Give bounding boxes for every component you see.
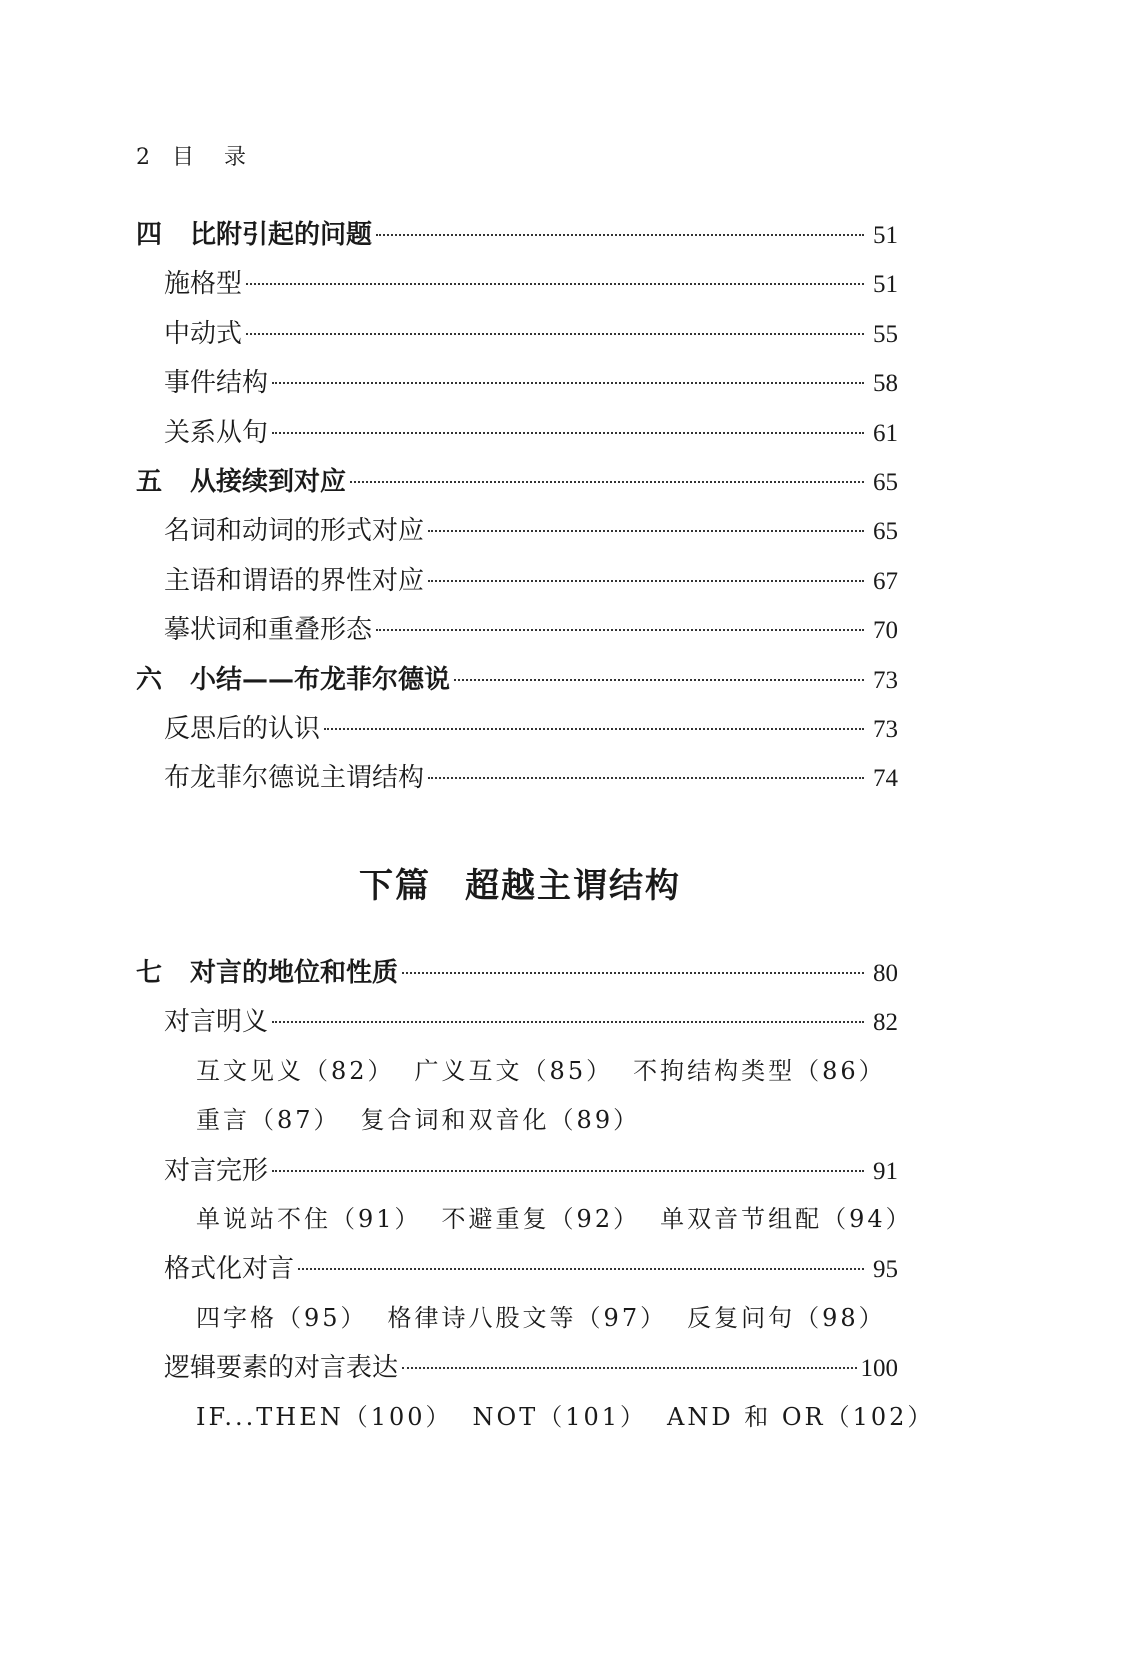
entry-title: 逻辑要素的对言表达: [164, 1353, 399, 1384]
toc-chapter-entry[interactable]: [136, 214, 898, 263]
chapter-number: 四: [136, 220, 163, 250]
toc-section-entry[interactable]: [136, 1150, 898, 1199]
chapter-number: 七: [136, 958, 163, 988]
dot-leader: [246, 283, 864, 285]
toc-subitems-line: [136, 1051, 898, 1100]
entry-page-number: 51: [873, 271, 898, 299]
toc-subitem: 不避重复（92）: [441, 1204, 641, 1233]
page-number: 2: [136, 145, 154, 170]
toc-chapter-entry[interactable]: [136, 659, 898, 708]
dot-leader: [376, 629, 864, 631]
toc-subitems-line: [136, 1100, 898, 1149]
toc-section-entry[interactable]: [136, 708, 898, 757]
entry-page-number: 95: [873, 1256, 898, 1284]
part-label: 下篇: [359, 866, 431, 906]
part-title: 超越主谓结构: [465, 866, 681, 906]
toc-section-entry[interactable]: [136, 1347, 898, 1396]
entry-page-number: 74: [873, 765, 898, 793]
toc-subitems-line: [136, 1397, 935, 1446]
toc-subitem: 单说站不住（91）: [196, 1204, 422, 1233]
toc-section-entry[interactable]: [136, 560, 898, 609]
dot-leader: [272, 432, 864, 434]
toc-subitem: NOT（101）: [472, 1402, 648, 1431]
dot-leader: [428, 777, 864, 779]
toc-block-upper: [136, 214, 898, 807]
running-head: [136, 140, 250, 171]
entry-title: 中动式: [164, 318, 243, 349]
dot-leader: [324, 728, 864, 730]
dot-leader: [454, 679, 864, 681]
entry-page-number: 61: [873, 419, 898, 447]
toc-subitem: IF...THEN（100）: [196, 1402, 453, 1431]
entry-page-number: 67: [873, 567, 898, 595]
entry-title: 反思后的认识: [164, 713, 321, 744]
entry-page-number: 65: [873, 518, 898, 546]
toc-section-entry[interactable]: [136, 1001, 898, 1050]
toc-subitems-line: [136, 1199, 913, 1248]
dot-leader: [298, 1268, 864, 1270]
toc-subitem: 广义互文（85）: [414, 1056, 614, 1085]
entry-title: 摹状词和重叠形态: [164, 615, 373, 646]
entry-page-number: 82: [873, 1009, 898, 1037]
toc-chapter-entry[interactable]: [136, 461, 898, 510]
entry-page-number: 80: [873, 960, 898, 987]
entry-title: 施格型: [164, 269, 243, 300]
toc-block-lower: [136, 952, 935, 1446]
dot-leader: [246, 333, 864, 335]
toc-section-entry[interactable]: [136, 757, 898, 806]
toc-section-entry[interactable]: [136, 1248, 898, 1297]
part-heading: [0, 858, 1040, 907]
toc-section-entry[interactable]: [136, 313, 898, 362]
toc-subitem: 格律诗八股文等（97）: [387, 1303, 668, 1332]
dot-leader: [428, 530, 864, 532]
entry-page-number: 100: [860, 1355, 898, 1383]
toc-subitem: 单双音节组配（94）: [660, 1204, 913, 1233]
entry-title: 关系从句: [164, 417, 269, 448]
entry-page-number: 58: [873, 370, 898, 398]
entry-page-number: 55: [873, 320, 898, 348]
dot-leader: [376, 234, 864, 236]
toc-section-entry[interactable]: [136, 263, 898, 312]
running-title: 目 录: [172, 145, 251, 170]
entry-title: 对言明义: [164, 1007, 269, 1038]
chapter-number: 五: [136, 466, 163, 497]
entry-title: 从接续到对应: [190, 466, 347, 497]
dot-leader: [402, 1367, 856, 1369]
entry-page-number: 91: [873, 1157, 898, 1185]
toc-section-entry[interactable]: [136, 412, 898, 461]
entry-title: 格式化对言: [164, 1254, 295, 1285]
toc-subitem: 不拘结构类型（86）: [633, 1056, 886, 1085]
entry-title: 比附引起的问题: [190, 220, 373, 250]
toc-section-entry[interactable]: [136, 510, 898, 559]
dot-leader: [428, 580, 864, 582]
dot-leader: [272, 1170, 864, 1172]
toc-section-entry[interactable]: [136, 609, 898, 658]
entry-title: 事件结构: [164, 368, 269, 399]
entry-title: 主语和谓语的界性对应: [164, 565, 425, 596]
entry-page-number: 51: [873, 222, 898, 249]
entry-page-number: 73: [873, 715, 898, 743]
chapter-number: 六: [136, 664, 163, 695]
entry-title: 小结——布龙菲尔德说: [190, 664, 451, 695]
entry-page-number: 70: [873, 617, 898, 645]
toc-subitem: 互文见义（82）: [196, 1056, 395, 1085]
entry-title: 名词和动词的形式对应: [164, 516, 425, 547]
toc-subitems-line: [136, 1298, 898, 1347]
dot-leader: [272, 1021, 864, 1023]
toc-subitem: 重言（87）: [196, 1106, 341, 1135]
dot-leader: [402, 972, 864, 974]
toc-section-entry[interactable]: [136, 362, 898, 411]
toc-chapter-entry[interactable]: [136, 952, 898, 1001]
entry-page-number: 73: [873, 666, 898, 694]
entry-title: 布龙菲尔德说主谓结构: [164, 763, 425, 794]
toc-subitem: AND 和 OR（102）: [667, 1402, 935, 1431]
entry-title: 对言完形: [164, 1155, 269, 1186]
entry-title: 对言的地位和性质: [190, 958, 399, 988]
toc-subitem: 复合词和双音化（89）: [360, 1106, 641, 1135]
toc-subitem: 反复问句（98）: [687, 1303, 886, 1332]
dot-leader: [272, 382, 864, 384]
dot-leader: [350, 481, 864, 483]
entry-page-number: 65: [873, 468, 898, 496]
toc-subitem: 四字格（95）: [196, 1303, 368, 1332]
